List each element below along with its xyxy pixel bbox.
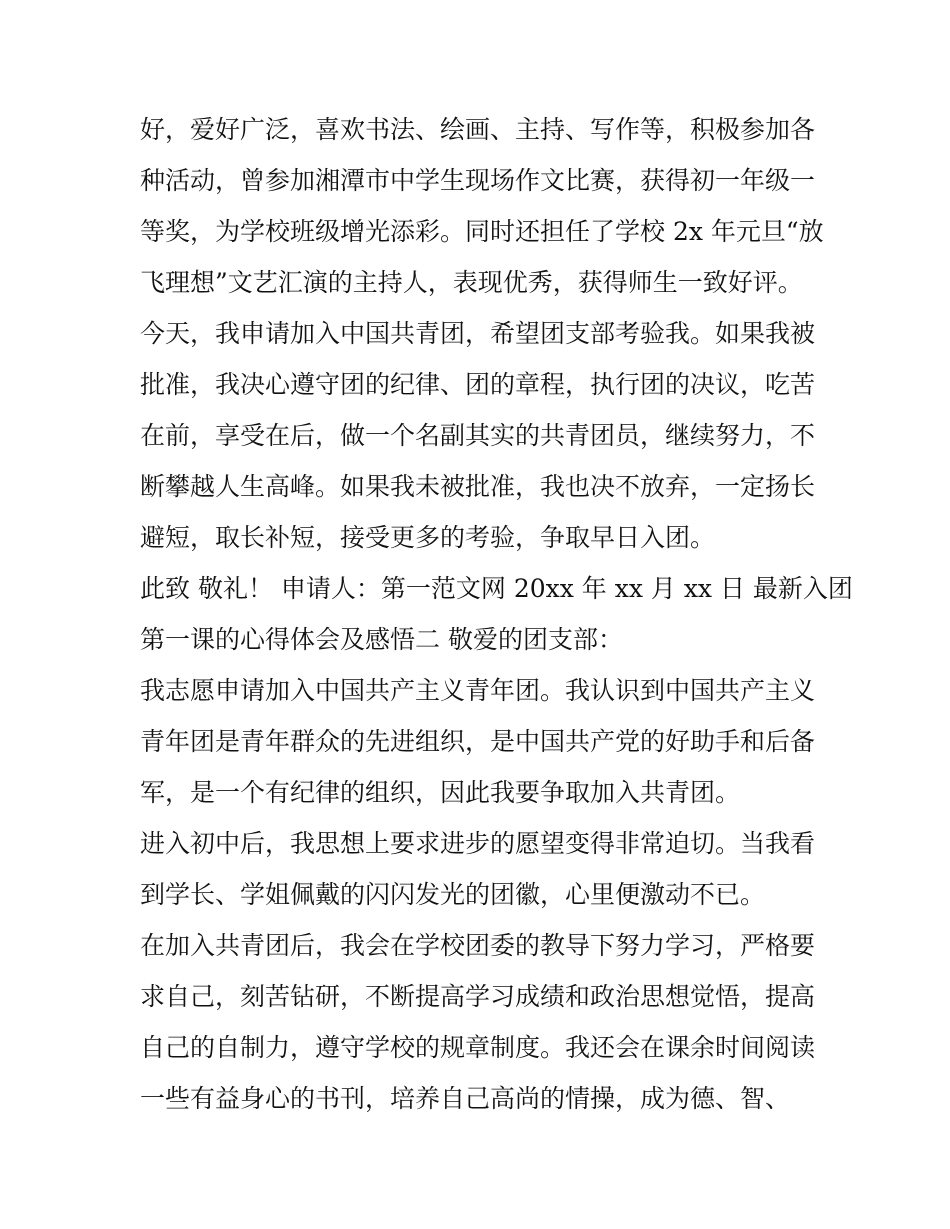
text-line: 种活动，曾参加湘潭市中学生现场作文比赛，获得初一年级一 <box>140 166 816 195</box>
paragraph-closing <box>140 563 853 665</box>
text-line: 一些有益身心的书刊，培养自己高尚的情操，成为德、智、 <box>140 1084 791 1113</box>
text-line: 今天，我申请加入中国共青团，希望团支部考验我。如果我被 <box>140 319 816 348</box>
text-line: 断攀越人生高峰。如果我未被批准，我也决不放弃，一定扬长 <box>140 472 816 501</box>
text-line: 在前，享受在后，做一个名副其实的共青团员，继续努力，不 <box>140 421 816 450</box>
text-line: 求自己，刻苦钻研，不断提高学习成绩和政治思想觉悟，提高 <box>140 982 816 1011</box>
text-line: 我志愿申请加入中国共产主义青年团。我认识到中国共产主义 <box>140 676 816 705</box>
paragraph-application <box>140 308 815 563</box>
text-line: 批准，我决心遵守团的纪律、团的章程，执行团的决议，吃苦 <box>140 370 816 399</box>
text-line: 到学长、学姐佩戴的闪闪发光的团徽，心里便激动不已。 <box>140 880 766 909</box>
text-line: 此致 敬礼！ 申请人：第一范文网 20xx 年 xx 月 xx 日 最新入团 <box>140 574 853 603</box>
text-line: 青年团是青年群众的先进组织，是中国共产党的好助手和后备 <box>140 727 816 756</box>
text-line: 好，爱好广泛，喜欢书法、绘画、主持、写作等，积极参加各 <box>140 115 816 144</box>
paragraph-intent <box>140 665 815 818</box>
paragraph-commitment <box>140 920 815 1124</box>
text-line: 自己的自制力，遵守学校的规章制度。我还会在课余时间阅读 <box>140 1033 816 1062</box>
text-line: 军，是一个有纪律的组织，因此我要争取加入共青团。 <box>140 778 741 807</box>
text-line: 等奖，为学校班级增光添彩。同时还担任了学校 2x 年元旦“放 <box>140 217 824 246</box>
text-line: 在加入共青团后，我会在学校团委的教导下努力学习，严格要 <box>140 931 816 960</box>
text-line: 第一课的心得体会及感悟二 敬爱的团支部： <box>140 625 623 654</box>
text-line: 避短，取长补短，接受更多的考验，争取早日入团。 <box>140 523 716 552</box>
paragraph-hobbies <box>140 104 824 308</box>
text-line: 进入初中后，我思想上要求进步的愿望变得非常迫切。当我看 <box>140 829 816 858</box>
document-body <box>140 104 853 1124</box>
paragraph-middle-school <box>140 818 815 920</box>
text-line: 飞理想”文艺汇演的主持人，表现优秀，获得师生一致好评。 <box>140 268 803 297</box>
